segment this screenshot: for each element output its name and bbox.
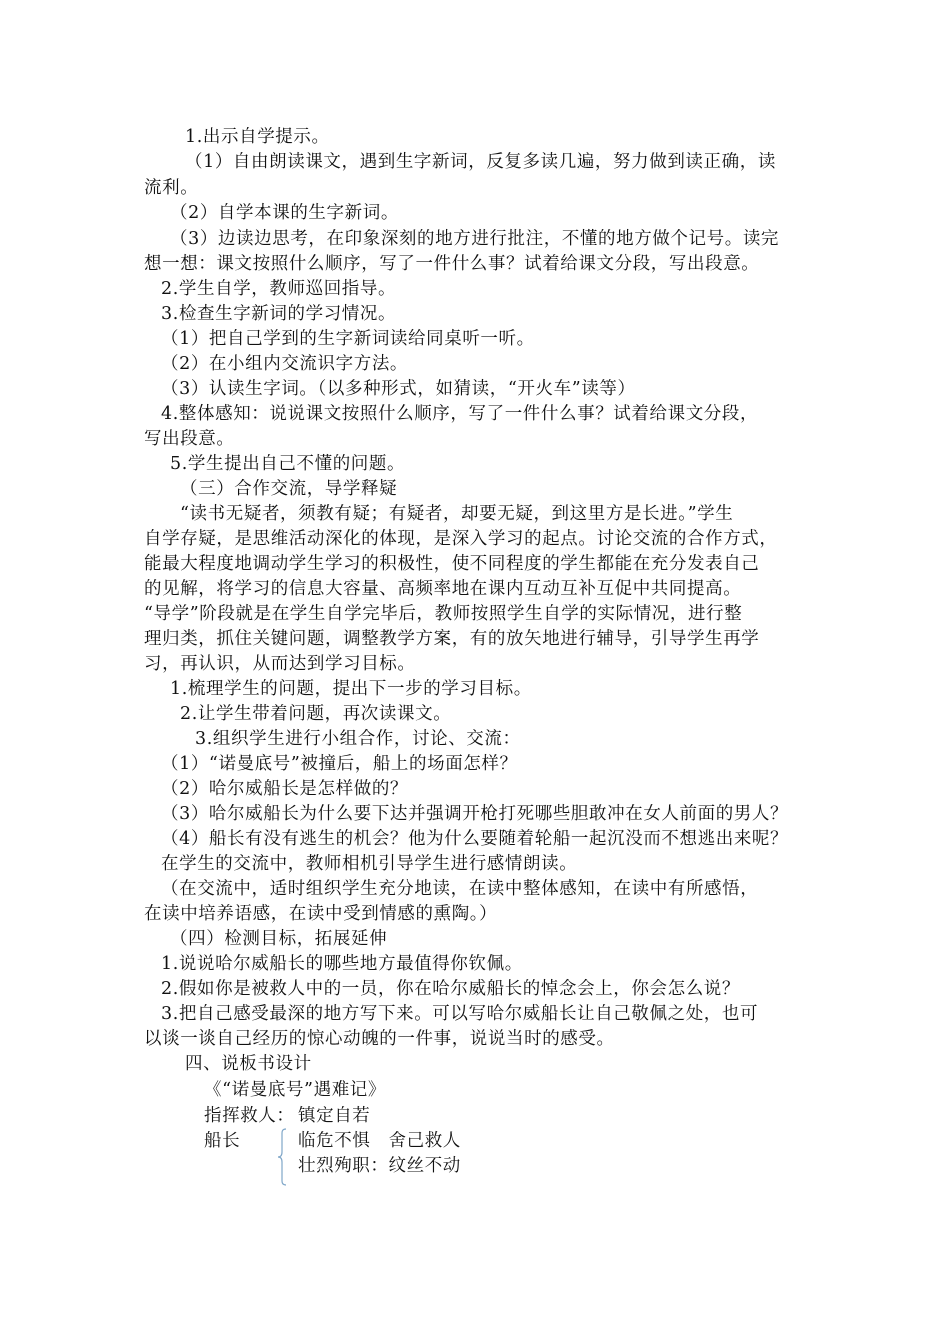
text-line: 想一想：课文按照什么顺序，写了一件什么事？试着给课文分段，写出段意。 [144,254,760,274]
text-line: （2）自学本课的生字新词。 [170,203,399,223]
board-right-row: 壮烈殉职：纹丝不动 [298,1156,461,1176]
text-line: 在学生的交流中，教师相机引导学生进行感情朗读。 [161,854,578,874]
text-line: 以谈一谈自己经历的惊心动魄的一件事，说说当时的感受。 [144,1029,615,1049]
text-line: 的见解，将学习的信息大容量、高频率地在课内互动互补互促中共同提高。 [144,579,742,599]
text-line: 在读中培养语感，在读中受到情感的熏陶。） [144,904,498,924]
text-line: 3.组织学生进行小组合作，讨论、交流： [195,729,521,749]
text-line: “读书无疑者，须教有疑；有疑者，却要无疑，到这里方是长进。”学生 [180,504,734,524]
text-line: （在交流中，适时组织学生充分地读，在读中整体感知，在读中有所感悟， [161,879,759,899]
text-line: 写出段意。 [144,429,235,449]
board-captain-label: 船长 [204,1131,241,1151]
text-line: （2）哈尔威船长是怎样做的？ [161,779,409,799]
bracket-path [278,1129,286,1185]
text-line: （3）哈尔威船长为什么要下达并强调开枪打死哪些胆敢冲在女人前面的男人？ [161,804,789,824]
text-line: （1）把自己学到的生字新词读给同桌听一听。 [161,329,535,349]
text-line: 1.梳理学生的问题，提出下一步的学习目标。 [170,679,532,699]
text-line: 自学存疑，是思维活动深化的体现，是深入学习的起点。讨论交流的合作方式， [144,529,778,549]
brace-bracket [278,1128,288,1186]
text-line: 3.检查生字新词的学习情况。 [161,304,397,324]
text-line: 习，再认识，从而达到学习目标。 [144,654,416,674]
text-line: 2.假如你是被救人中的一员，你在哈尔威船长的悼念会上，你会怎么说？ [161,979,740,999]
text-line: 能最大程度地调动学生学习的积极性，使不同程度的学生都能在充分发表自己 [144,554,760,574]
text-line: 1.说说哈尔威船长的哪些地方最值得你钦佩。 [161,954,523,974]
text-line: 3.把自己感受最深的地方写下来。可以写哈尔威船长让自己敬佩之处，也可 [161,1004,759,1024]
text-line: 2.让学生带着问题，再次读课文。 [180,704,452,724]
text-line: （2）在小组内交流识字方法。 [161,354,409,374]
text-line: 理归类，抓住关键问题，调整教学方案，有的放矢地进行辅导，引导学生再学 [144,629,760,649]
section-heading: （四）检测目标，拓展延伸 [170,929,388,949]
board-title: 《“诺曼底号”遇难记》 [204,1080,386,1100]
section-heading: 四、说板书设计 [185,1054,312,1074]
text-line: 流利。 [144,178,199,198]
board-row-label: 指挥救人： [204,1106,295,1126]
section-heading: （三）合作交流，导学释疑 [180,479,398,499]
text-line: “导学”阶段就是在学生自学完毕后，教师按照学生自学的实际情况，进行整 [144,604,743,624]
text-line: 2.学生自学，教师巡回指导。 [161,279,397,299]
text-line: 4.整体感知：说说课文按照什么顺序，写了一件什么事？试着给课文分段， [161,404,759,424]
text-line: （1）自由朗读课文，遇到生字新词，反复多读几遍，努力做到读正确，读 [185,152,776,172]
text-line: 5.学生提出自己不懂的问题。 [170,454,406,474]
text-line: （4）船长有没有逃生的机会？他为什么要随着轮船一起沉没而不想逃出来呢？ [161,829,789,849]
text-line: （3）边读边思考，在印象深刻的地方进行批注，不懂的地方做个记号。读完 [170,229,780,249]
text-line: （3）认读生字词。（以多种形式，如猜读，“开火车”读等） [161,379,636,399]
board-right-row: 临危不惧 舍己救人 [298,1131,461,1151]
text-line: （1）“诺曼底号”被撞后，船上的场面怎样？ [161,754,518,774]
board-row-value: 镇定自若 [298,1106,371,1126]
text-line: 1.出示自学提示。 [185,127,330,147]
